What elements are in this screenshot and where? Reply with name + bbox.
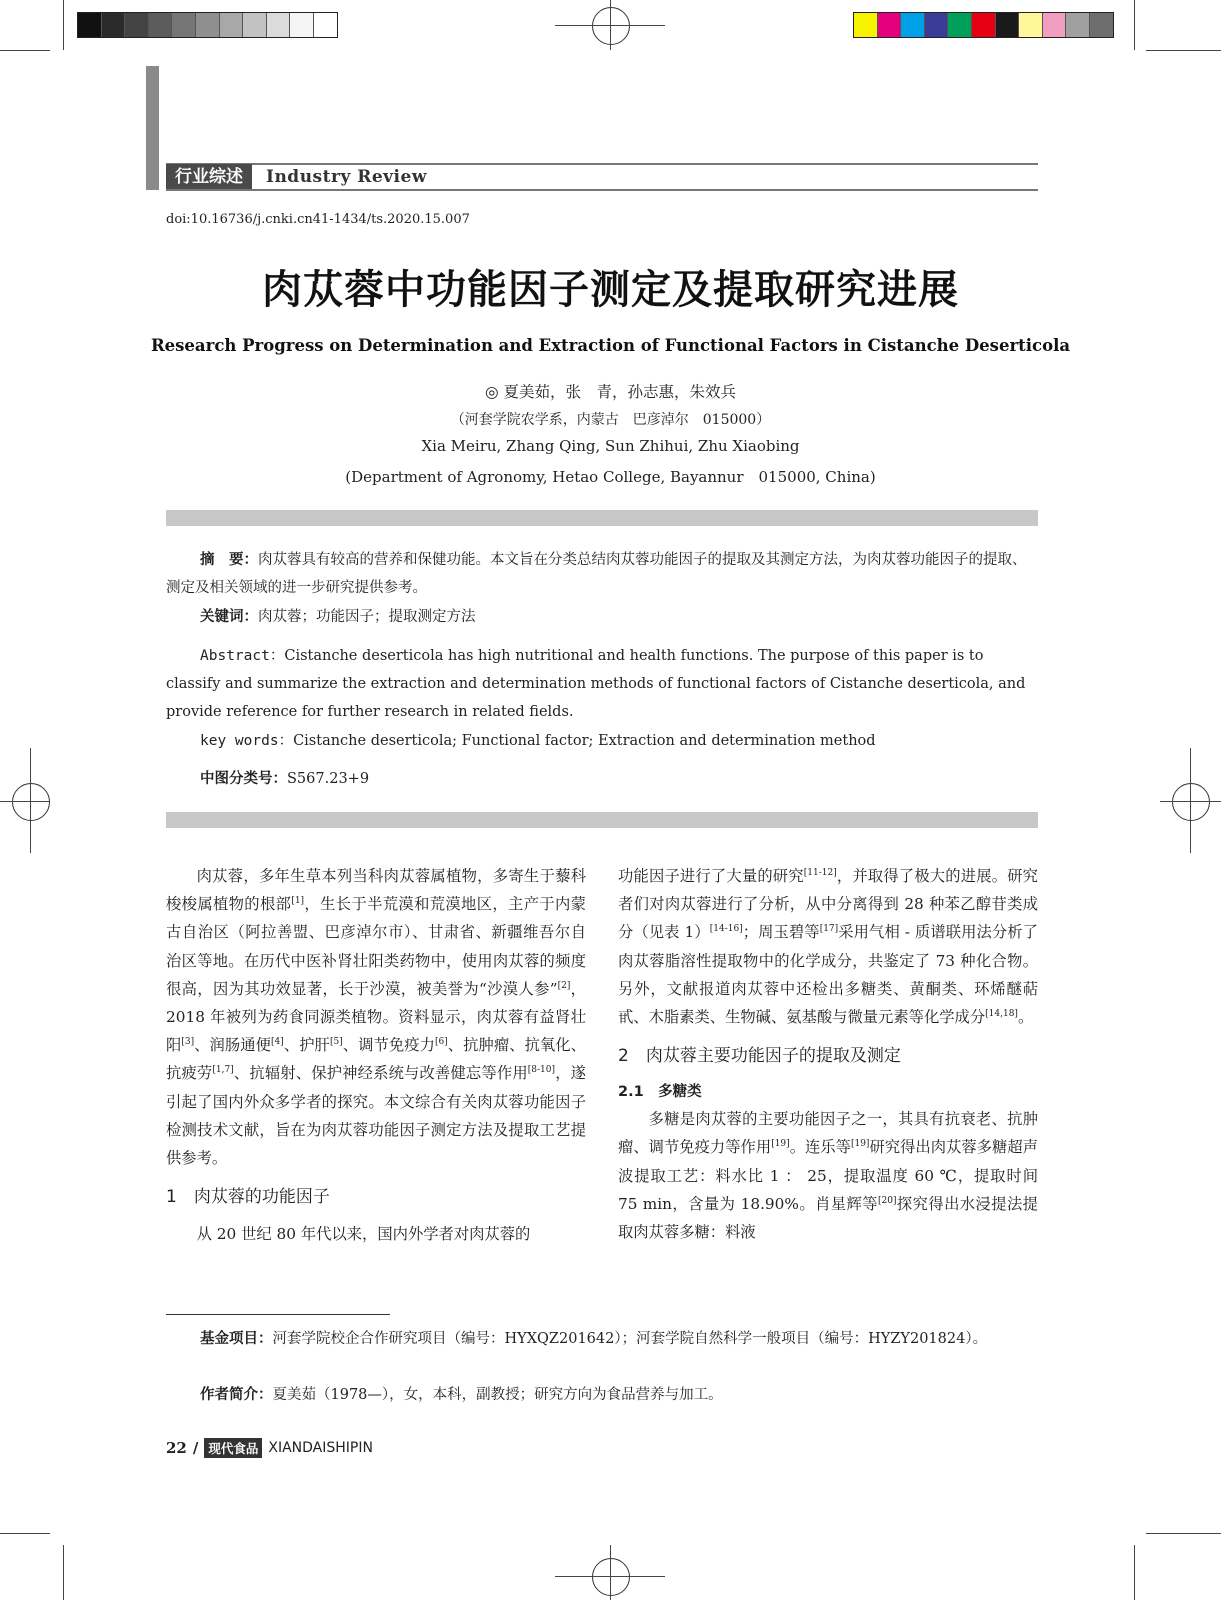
polysaccharide-paragraph: 多糖是肉苁蓉的主要功能因子之一，其具有抗衰老、抗肿瘤、调节免疫力等作用[19]。连乐等[19]研究得出肉苁蓉多糖超声波提取工艺：料水比 1 ： 25，提取温度 60 ℃，提取时间 75 min，含量为 18.90%。肖星辉等[20]探究得出水浸提法提取肉苁蓉多糖：料液 (618, 1110, 1038, 1242)
fund-text: 河套学院校企合作研究项目（编号：HYXQZ201642）；河套学院自然科学一般项目（编号：HYZY201824）。 (272, 1331, 988, 1347)
journal-name-en: XIANDAISHIPIN (268, 1440, 373, 1456)
citation: [6] (434, 1037, 448, 1048)
crop-mark (0, 50, 50, 51)
color-swatch (1019, 13, 1043, 37)
intro-paragraph: 肉苁蓉，多年生草本列当科肉苁蓉属植物，多寄生于藜科梭梭属植物的根部[1]，生长于半荒漠和荒漠地区，主产于内蒙古自治区（阿拉善盟、巴彦淖尔市）、甘肃省、新疆维吾尔自治区等地。在历代中医补肾壮阳类药物中，使用肉苁蓉的频度很高，因为其功效显著，长于沙漠，被美誉为“沙漠人参”[2]，2018 年被列为药食同源类植物。资料显示，肉苁蓉有益肾壮阳[3]、润肠通便[4]、护肝[5]、调节免疫力[6]、抗肿瘤、抗氧化、抗疲劳[1,7]、抗辐射、保护神经系统与改善健忘等作用[8-10]，遂引起了国内外众多学者的探究。本文综合有关肉苁蓉功能因子检测技术文献，旨在为肉苁蓉功能因子测定方法及提取工艺提供参考。 (166, 867, 586, 1168)
color-swatch (901, 13, 925, 37)
citation: [14-16] (709, 924, 743, 935)
color-swatch (1090, 13, 1113, 37)
journal-name-cn: 现代食品 (204, 1438, 262, 1458)
registration-mark (30, 748, 31, 853)
section-1-paragraph: 从 20 世纪 80 年代以来，国内外学者对肉苁蓉的 (196, 1225, 531, 1244)
crop-mark (1134, 0, 1135, 50)
article-title-cn: 肉苁蓉中功能因子测定及提取研究进展 (262, 267, 959, 313)
registration-mark (610, 0, 611, 50)
abstract-band-bottom (166, 812, 1038, 828)
crop-mark (1146, 1533, 1221, 1534)
page-number: 22 (166, 1439, 187, 1457)
crop-mark (0, 1533, 50, 1534)
crop-mark (63, 0, 64, 50)
authors-cn: ◎ 夏美茹，张 青，孙志惠，朱效兵 (485, 383, 736, 401)
abstract-en (166, 642, 1038, 726)
color-swatch (220, 13, 244, 37)
color-swatch (196, 13, 220, 37)
citation: [1] (291, 896, 305, 907)
classification-number (166, 765, 1038, 793)
abstract-cn-text: 肉苁蓉具有较高的营养和保健功能。本文旨在分类总结肉苁蓉功能因子的提取及其测定方法，为肉苁蓉功能因子的提取、测定及相关领域的进一步研究提供参考。 (166, 552, 1027, 596)
citation: [19] (771, 1139, 790, 1150)
citation: [5] (329, 1037, 343, 1048)
registration-mark (1190, 748, 1191, 853)
cmyk-color-bar (853, 12, 1114, 38)
keywords-en (166, 727, 1038, 755)
clc-value: S567.23+9 (287, 771, 370, 787)
section-title-en: Industry Review (266, 167, 427, 187)
color-swatch (1043, 13, 1067, 37)
abstract-en-label: Abstract： (200, 648, 285, 664)
color-swatch (314, 13, 337, 37)
footnote-rule (166, 1314, 390, 1315)
keywords-cn-label: 关键词： (200, 609, 258, 625)
article-title-en: Research Progress on Determination and Extraction of Functional Factors in Cistanche Deserticola (150, 336, 1071, 355)
citation: [19] (850, 1139, 870, 1150)
crop-mark (1146, 50, 1221, 51)
keywords-en-text: Cistanche deserticola; Functional factor; Extraction and determination method (293, 733, 876, 749)
crop-mark (1134, 1545, 1135, 1600)
citation: [4] (271, 1037, 284, 1048)
doi: doi:10.16736/j.cnki.cn41-1434/ts.2020.15.007 (166, 212, 470, 227)
section-accent-bar (146, 66, 159, 190)
keywords-cn (166, 603, 1038, 631)
registration-mark (0, 801, 50, 802)
section-tag: 行业综述 (166, 164, 252, 190)
color-swatch (996, 13, 1020, 37)
citation: [3] (181, 1037, 195, 1048)
color-swatch (878, 13, 902, 37)
abstract-cn-label: 摘 要： (200, 552, 258, 568)
color-swatch (125, 13, 149, 37)
body-column-right (618, 862, 1038, 1246)
body-column-left (166, 862, 586, 1248)
fund-label: 基金项目： (200, 1331, 273, 1347)
registration-mark (12, 783, 50, 821)
color-swatch (172, 13, 196, 37)
citation: [8-10] (527, 1065, 556, 1076)
color-swatch (267, 13, 291, 37)
functional-factor-paragraph: 功能因子进行了大量的研究[11-12]，并取得了极大的进展。研究者们对肉苁蓉进行了分析，从中分离得到 28 种苯乙醇苷类成分（见表 1）[14-16]；周玉碧等[17]采用气相 - 质谱联用法分析了肉苁蓉脂溶性提取物中的化学成分，共鉴定了 73 种化合物。另外，文献报道肉苁蓉中还检出多糖类、黄酮类、环烯醚萜甙、木脂素类、生物碱、氨基酸与微量元素等化学成分[14,18]。 (618, 867, 1038, 1027)
color-swatch (948, 13, 972, 37)
section-2-heading: 2 肉苁蓉主要功能因子的提取及测定 (618, 1046, 901, 1067)
section-1-heading: 1 肉苁蓉的功能因子 (166, 1187, 330, 1208)
color-swatch (149, 13, 173, 37)
section-rule-bottom (166, 189, 1038, 191)
registration-mark (592, 7, 630, 45)
funding-footnote (166, 1326, 1038, 1353)
section-2-1-heading: 2.1 多糖类 (618, 1084, 702, 1101)
citation: [20] (877, 1195, 897, 1206)
registration-mark (610, 1545, 611, 1600)
affiliation-en: (Department of Agronomy, Hetao College, Bayannur 015000, China) (345, 468, 876, 486)
keywords-cn-text: 肉苁蓉；功能因子；提取测定方法 (258, 609, 476, 625)
author-bio-label: 作者简介： (200, 1387, 273, 1403)
abstract-cn (166, 546, 1038, 602)
citation: [2] (557, 980, 571, 991)
authors-en: Xia Meiru, Zhang Qing, Sun Zhihui, Zhu Xiaobing (421, 437, 800, 455)
author-bio-text: 夏美茹（1978—），女，本科，副教授；研究方向为食品营养与加工。 (272, 1387, 723, 1403)
color-swatch (1066, 13, 1090, 37)
clc-label: 中图分类号： (200, 771, 287, 787)
color-swatch (102, 13, 126, 37)
citation: [1,7] (212, 1065, 234, 1076)
registration-mark (592, 1558, 630, 1596)
page-footer (166, 1438, 373, 1458)
citation: [11-12] (803, 868, 837, 878)
footer-slash: / (192, 1439, 199, 1457)
color-swatch (972, 13, 996, 37)
color-swatch (925, 13, 949, 37)
color-swatch (854, 13, 878, 37)
color-swatch (243, 13, 267, 37)
affiliation-cn: （河套学院农学系，内蒙古 巴彦淖尔 015000） (450, 412, 771, 428)
abstract-en-text: Cistanche deserticola has high nutritional and health functions. The purpose of this paper is to classify and summarize the extraction and determination methods of functional factors of Cistanche deserticola, and provide reference for further research in related fields. (166, 648, 1026, 720)
citation: [17] (819, 924, 839, 935)
registration-mark (1172, 783, 1210, 821)
crop-mark (63, 1545, 64, 1600)
citation: [14,18] (985, 1009, 1018, 1020)
color-swatch (78, 13, 102, 37)
author-footnote (166, 1382, 1038, 1409)
grayscale-color-bar (77, 12, 338, 38)
abstract-band-top (166, 510, 1038, 526)
color-swatch (290, 13, 314, 37)
keywords-en-label: key words： (200, 733, 294, 749)
